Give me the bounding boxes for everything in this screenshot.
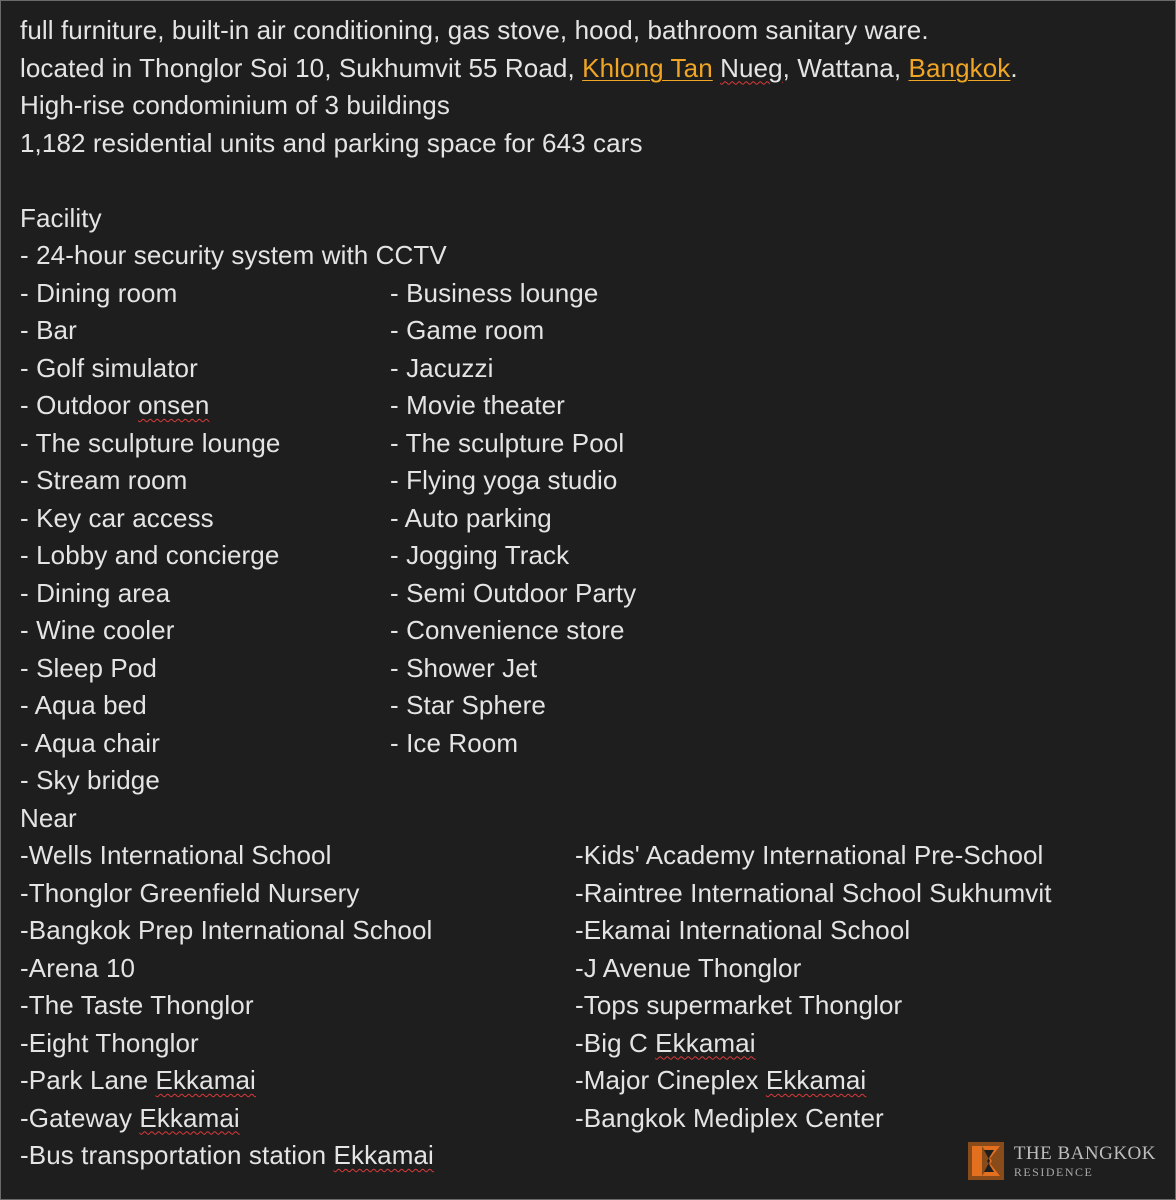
intro-line-1: full furniture, built-in air conditioning, gas stove, hood, bathroom sanitary ware. bbox=[20, 15, 929, 45]
bangkok-link[interactable]: Bangkok bbox=[908, 52, 1011, 83]
near-row bbox=[20, 1100, 1160, 1138]
facility-item: - Lobby and concierge bbox=[20, 540, 280, 570]
facility-heading: Facility bbox=[20, 202, 102, 233]
intro-line-2-prefix: located in Thonglor Soi 10, Sukhumvit 55 Road, bbox=[20, 52, 583, 83]
misspelled-word-ekkamai: Ekkamai bbox=[765, 1065, 867, 1095]
facility-item: - Bar bbox=[20, 315, 77, 345]
facility-item: - Aqua chair bbox=[20, 727, 160, 758]
facility-row bbox=[20, 725, 1160, 763]
misspelled-word-ekkamai: Ekkamai bbox=[333, 1140, 434, 1170]
misspelled-word-nueg: Nueg bbox=[720, 52, 783, 83]
near-item: -Wells International School bbox=[20, 840, 332, 870]
facility-item: - Business lounge bbox=[390, 277, 599, 308]
near-item bbox=[575, 1025, 756, 1063]
facility-item-prefix: - Outdoor bbox=[20, 390, 139, 420]
near-item bbox=[575, 1062, 866, 1100]
facility-row bbox=[20, 687, 1160, 725]
brand-text bbox=[1014, 1144, 1156, 1178]
near-row bbox=[20, 837, 1160, 875]
facility-item: - Sleep Pod bbox=[20, 652, 157, 683]
facility-item: - Auto parking bbox=[390, 502, 552, 533]
near-item-prefix: -Major Cineplex bbox=[575, 1065, 766, 1095]
intro-line-3: High-rise condominium of 3 buildings bbox=[20, 90, 450, 120]
near-item: -Kids' Academy International Pre-School bbox=[575, 840, 1044, 870]
facility-item: - Semi Outdoor Party bbox=[390, 577, 637, 608]
facility-security: - 24-hour security system with CCTV bbox=[20, 240, 447, 270]
near-item: -Eight Thonglor bbox=[20, 1027, 199, 1058]
near-item: -Bangkok Prep International School bbox=[20, 915, 433, 945]
facility-row bbox=[20, 350, 1160, 388]
near-item: -Tops supermarket Thonglor bbox=[575, 990, 903, 1020]
intro-line-2-suffix: . bbox=[1010, 52, 1018, 83]
near-item bbox=[20, 1100, 240, 1138]
brand-logo bbox=[968, 1142, 1156, 1180]
near-item: -Arena 10 bbox=[20, 952, 136, 983]
near-item: -Thonglor Greenfield Nursery bbox=[20, 877, 360, 908]
facility-item-last: - Sky bridge bbox=[20, 765, 160, 795]
facility-row bbox=[20, 312, 1160, 350]
facility-row bbox=[20, 425, 1160, 463]
facility-item: - Jacuzzi bbox=[390, 352, 494, 383]
facility-item: - Convenience store bbox=[390, 615, 625, 645]
near-item: -J Avenue Thonglor bbox=[575, 952, 802, 983]
near-row bbox=[20, 950, 1160, 988]
near-item-prefix: -Gateway bbox=[20, 1102, 140, 1133]
facility-item: - The sculpture lounge bbox=[20, 427, 281, 458]
facility-item: - Game room bbox=[390, 315, 545, 345]
misspelled-word-ekkamai: Ekkamai bbox=[655, 1027, 756, 1058]
near-row bbox=[20, 875, 1160, 913]
facility-row bbox=[20, 612, 1160, 650]
facility-row bbox=[20, 462, 1160, 500]
facility-row bbox=[20, 387, 1160, 425]
facility-item: - Ice Room bbox=[390, 727, 519, 758]
document-body[interactable] bbox=[20, 12, 1160, 1175]
near-item: -Bangkok Mediplex Center bbox=[575, 1102, 884, 1133]
facility-row bbox=[20, 575, 1160, 613]
facility-row bbox=[20, 275, 1160, 313]
near-row bbox=[20, 987, 1160, 1025]
brand-name: THE BANGKOK bbox=[1013, 1143, 1156, 1164]
brand-subtitle: RESIDENCE bbox=[1013, 1165, 1094, 1179]
intro-line-2 bbox=[20, 50, 1160, 88]
facility-row bbox=[20, 537, 1160, 575]
misspelled-word-ekkamai: Ekkamai bbox=[139, 1102, 240, 1133]
near-item: -Raintree International School Sukhumvit bbox=[575, 877, 1052, 908]
facility-item: - Movie theater bbox=[390, 390, 565, 420]
facility-row bbox=[20, 500, 1160, 538]
facility-item: - The sculpture Pool bbox=[390, 427, 625, 458]
facility-item: - Jogging Track bbox=[390, 540, 570, 570]
near-item bbox=[20, 1062, 256, 1100]
facility-item: - Star Sphere bbox=[390, 690, 546, 720]
near-row bbox=[20, 912, 1160, 950]
misspelled-word-onsen: onsen bbox=[138, 390, 210, 420]
facility-item: - Golf simulator bbox=[20, 352, 198, 383]
bangkok-residence-logo-icon bbox=[968, 1142, 1004, 1180]
near-heading: Near bbox=[20, 802, 77, 833]
facility-item: - Flying yoga studio bbox=[390, 465, 618, 495]
facility-item: - Dining area bbox=[20, 577, 171, 608]
facility-row bbox=[20, 650, 1160, 688]
facility-item: - Stream room bbox=[20, 465, 188, 495]
near-item-prefix: -Big C bbox=[575, 1027, 656, 1058]
blank-line bbox=[20, 162, 1160, 200]
intro-line-4: 1,182 residential units and parking space for 643 cars bbox=[20, 127, 643, 158]
facility-item: - Dining room bbox=[20, 277, 178, 308]
facility-item: - Shower Jet bbox=[390, 652, 538, 683]
intro-line-2-mid: , Wattana, bbox=[782, 52, 909, 83]
near-row bbox=[20, 1062, 1160, 1100]
facility-item: - Wine cooler bbox=[20, 615, 175, 645]
facility-item: - Aqua bed bbox=[20, 690, 147, 720]
khlong-tan-link[interactable]: Khlong Tan bbox=[582, 52, 713, 83]
near-row bbox=[20, 1025, 1160, 1063]
near-item: -Ekamai International School bbox=[575, 915, 911, 945]
facility-item bbox=[20, 387, 209, 425]
near-item: -The Taste Thonglor bbox=[20, 990, 254, 1020]
near-item-prefix: -Park Lane bbox=[20, 1065, 156, 1095]
near-item-prefix: -Bus transportation station bbox=[20, 1140, 334, 1170]
misspelled-word-ekkamai: Ekkamai bbox=[155, 1065, 256, 1095]
facility-item: - Key car access bbox=[20, 502, 214, 533]
